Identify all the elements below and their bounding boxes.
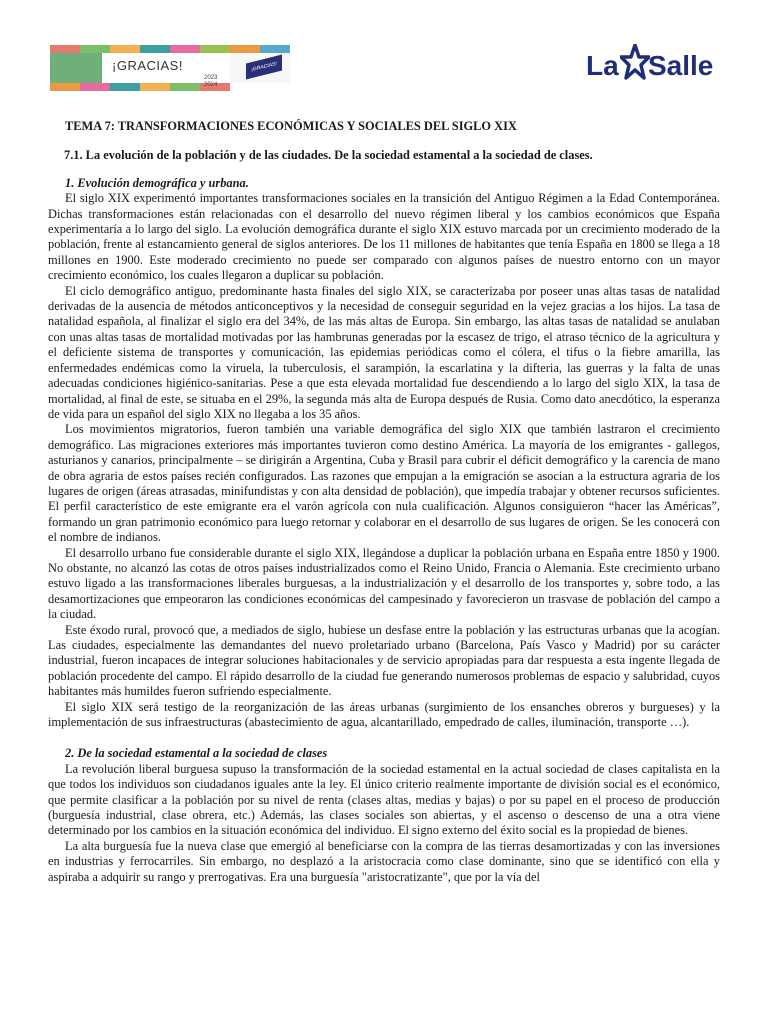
paragraph-5: Este éxodo rural, provocó que, a mediados de siglo, hubiese un desfase entre la población y las estructuras urbanas que la acogían. Las ciudades, especialmente las demandantes del nuevo proletariado urbano (Barcelona, País Vasco y Madrid) por su carácter industrial, fueron incapaces de integrar soluciones habitacionales y de servicio apropiadas para dar respuesta a esta ingente llegada de población procedente del campo. El rápido desarrollo de la ciudad fue generando numerosos problemas de espacio y salubridad, cuyos habitantes más humildes fueron sufriendo especialmente. xyxy=(48,622,720,699)
document-body xyxy=(48,119,720,885)
paragraph-2: El ciclo demográfico antiguo, predominante hasta finales del siglo XIX, se caracterizaba por poseer unas altas tasas de natalidad derivadas de la ausencia de métodos anticonceptivos y la necesidad de conseguir seguridad en la vejez gracias a los hijos. La tasa de natalidad española, al finalizar el siglo era del 34%, de las más altas de Europa. Sin embargo, las altas tasas de natalidad se anulaban con unas altas tasas de mortalidad motivadas por las hambrunas generadas por la escasez de trigo, el atraso técnico de la agricultura y el deficiente sistema de transportes y comunicación, las epidemias periódicas como el cólera, el tifus o la fiebre amarilla, las enfermedades endémicas como la viruela, la tuberculosis, el sarampión, la escarlatina y la difteria, las guerras y la falta de unas adecuadas condiciones higiénico-sanitarias. Pese a que esta elevada mortalidad fue descendiendo a lo largo del siglo XIX, la tasa de mortalidad, al final de este, se situaba en el 29%, la segunda más alta de Europa después de Rusia. Como dato anecdótico, la esperanza de vida para un español del siglo XIX no llegaba a los 35 años. xyxy=(48,283,720,421)
gracias-banner xyxy=(50,45,290,91)
logo-text-salle: Salle xyxy=(648,50,714,81)
page-title: TEMA 7: TRANSFORMACIONES ECONÓMICAS Y SOCIALES DEL SIGLO XIX xyxy=(65,119,517,133)
paragraph-4: El desarrollo urbano fue considerable durante el siglo XIX, llegándose a duplicar la población urbana en España entre 1850 y 1900. No obstante, no alcanzó las cotas de otros países industrializados como el Reino Unido, Francia o Alemania. Este crecimiento urbano estuvo ligado a las transformaciones liberales burguesas, a la industrialización y el desarrollo de los transportes y, sobre todo, a las desamortizaciones que empeoraron las condiciones económicas del campesinado y favorecieron un trasvase de población del campo a la ciudad. xyxy=(48,545,720,622)
banner-flag-text: ¡GRACIAS! xyxy=(251,60,277,74)
page-header xyxy=(0,0,768,110)
subsection-heading-1: 1. Evolución demográfica y urbana. xyxy=(65,175,249,190)
section-heading: 7.1. La evolución de la población y de las ciudades. De la sociedad estamental a la sociedad de clases. xyxy=(64,148,593,163)
banner-year-end: 2024 xyxy=(204,82,218,88)
banner-year xyxy=(204,75,217,89)
paragraph-8: La alta burguesía fue la nueva clase que emergió al beneficiarse con la compra de las tierras desamortizadas y con las inversiones en industrias y ferrocarriles. Sin embargo, no desplazó a la aristocracia como clase dominante, sino que se identificó con ella y aspiraba a adquirir su rango y prerrogativas. Era una burguesía "aristocratizante", que por la vía del xyxy=(48,838,720,884)
banner-title: ¡GRACIAS! xyxy=(112,58,183,73)
banner-year-start: 2023 xyxy=(204,75,218,81)
paragraph-6: El siglo XIX será testigo de la reorganización de las áreas urbanas (surgimiento de los ensanches obreros y burgueses) y la implementación de sus infraestructuras (abastecimiento de agua, alcantarillado, empedrado de calles, iluminación, transporte …). xyxy=(48,699,720,730)
la-salle-logo xyxy=(586,44,714,84)
paragraph-1: El siglo XIX experimentó importantes transformaciones sociales en la transición del Antiguo Régimen a la Edad Contemporánea. Dichas transformaciones están relacionadas con el desarrollo del nuevo régimen liberal y los cambios económicos que España experimentaría a lo largo del siglo. La evolución demográfica durante el siglo XIX estuvo marcada por un crecimiento moderado de la población, frente al estancamiento general de siglos anteriores. De los 11 millones de habitantes que tenía España en 1800 se llega a 18 millones en 1900. Este moderado crecimiento no puede ser comparado con algunos países de nuestro entorno con un mayor crecimiento económico, los cuales llegaron a duplicar su población. xyxy=(48,191,720,283)
subsection-heading-2: 2. De la sociedad estamental a la sociedad de clases xyxy=(65,746,328,761)
paragraph-7: La revolución liberal burguesa supuso la transformación de la sociedad estamental en la actual sociedad de clases capitalista en la que todos los individuos son ciudadanos iguales ante la ley. El único criterio realmente importante de división social es el económico, que permite clasificar a la población por su nivel de renta (clases altas, medias y bajas) o por su papel en el proceso de producción (burguesía industrial, clase obrera, etc.) Además, las clases sociales son abiertas, y el ascenso o descenso de una a otra viene determinado por los cambios en la situación económica del individuo. El signo externo del éxito social es la propiedad de bienes. xyxy=(48,761,720,838)
paragraph-3: Los movimientos migratorios, fueron también una variable demográfica del siglo XIX que también lastraron el crecimiento demográfico. Las migraciones exteriores más importantes tuvieron como destino América. La mayoría de los emigrantes - gallegos, asturianos y canarios, principalmente – se dirigirán a Argentina, Cuba y Brasil para cubrir el déficit demográfico y la carencia de mano de obra agraria de estos países recién configurados. Las razones que empujan a la emigración se asocian a la estructura agraria de los lugares de origen (áreas atrasadas, minifundistas y con alta densidad de población), que impedía trabajar y obtener recursos suficientes. El perfil característico de este emigrante era el varón agrícola con nula cualificación. Algunos consiguieron “hacer las Américas”, formando un gran patrimonio económico para luego retornar y colaborar en el desarrollo de sus lugares de origen. Se les conocerá con el nombre de indianos. xyxy=(48,422,720,545)
logo-text-la: La xyxy=(586,50,619,81)
star-icon xyxy=(620,44,650,80)
